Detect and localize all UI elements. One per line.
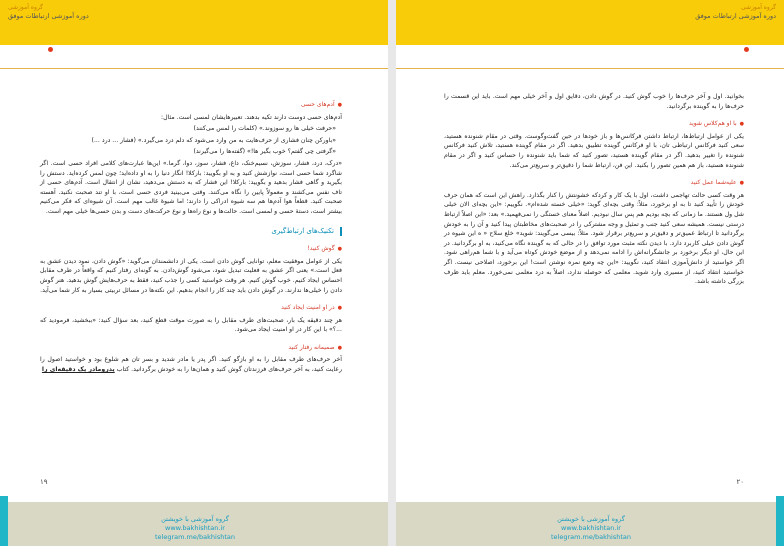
- footer-accent: [0, 496, 8, 546]
- decorative-dot: [48, 47, 53, 52]
- item-paragraph-wrap: [40, 355, 342, 374]
- intro-line: «باورکن چنان فشاری از حرف‌هایت به من وارد می‌شود که دلم درد می‌گیرد.» (فشار ... درد ...): [91, 136, 336, 144]
- item-paragraph: هر چند دقیقه یک بار، صحبت‌های طرف مقابل را به صورت موقت قطع کنید، بعد سؤال کنید: «ببخشید، فرمودید که ...؟» با این کار در او امنیت ایجاد می‌شود.: [40, 316, 342, 334]
- intro-line: «درک، درد، فشار، سوزش، نسیم‌خنک، داغ، فشار، سوز، دوا، گرما.» این‌ها عبارت‌های کلامی افراد حسی است. اگر شاگرد شما حسی است، نوازشش کنید و به او بگویید: بارکلا! انگار دنیا را به او داده‌اید؛ چون لمس کرده‌اید. دستش را بگیرید و گاهی فشار بدهید و بگویید: بارکلا! این فشار که به دستش می‌دهید، نشان از انتقال است. آدم‌های حسی از تاف نفس می‌کشند و معمولاً پایین را نگاه می‌کنند. وقتی می‌بینید فردی حسی است، با او تند صحبت نکنید. آهسته صحبت کنید. قطعاً هوا آدم‌ها هم سه شیوه ادراکی را دارند؛ اما شیوهٔ غالب مهم است. آن شیوه‌ای که فکر می‌کنیم بیشتر است، دستهٔ حسی و لمسی است. حالت‌ها و نوع راه‌ها و نوع حرکت‌های دست و بدن حسی‌ها خیلی مهم است.: [40, 159, 342, 215]
- header-subtitle: دوره آموزشی ارتباطات موفق: [695, 12, 776, 20]
- section-title: تکنیک‌های ارتباط‌گیری: [40, 227, 342, 237]
- right-content: [444, 92, 744, 289]
- item-paragraph: هر وقت کسی حالت تهاجمی داشت، اول با یک کار و کردکه خشونتش را کنار بگذارد. راهش این است که همان حرف خودش را تأیید کنید تا به او برخورد، مثلاً: وقتی بچه‌ای گوید: «خیلی خسته شده‌ام». نگوییم: «این بچه‌ای الان خیلی شل ول هستند. ما زمانی که بچه بودیم هم پس سال نبودیم. اصلاً معنای خستگی را نمی‌فهمید.» بعد: «این اصلاً ارتباط درستی نیست. همیشه سعی کنید جنب و تمثیل و وجه مشترکی را در صحبت‌های مخاطبتان پیدا کنید و آن را به خودش برگردانید تا ارتباط عمیق‌تر و دقیق‌تر و سریع‌تر برقرار شود. مثلاً: بیسی می‌گویند: شوید» خلع سلاح « ه این شیوه در گوش دادن خیلی کاربرد دارد. با دیدن نکته مثبت مورد توافق را در حالی که به گوینده نگاه می‌کنید، به او برگردانید. در این حال، او دیگر برخورد بر جانشگرانه‌اش را ادامه نمی‌دهد و از موضع خودش کوتاه می‌آید و با شما هم‌راهی شود. اگر خواستید از دانش‌آموزی انتقاد کنید، نگویید: «این چه وضع نمره‌ نوشتن است! این برخورد، اصلاحی نیست. اگر خواستید انتقاد کنید، از مسیری وارد شوید. معلمی که حوصله ندارد، اصلاً به درد معلمی نمی‌خورد. معلم باید ظرف بزرگی داشته باشد.: [444, 191, 744, 286]
- intro-subhead: ● آدم‌های حسی: [40, 100, 342, 111]
- footer-accent: [776, 496, 784, 546]
- header-subtitle: دوره آموزشی ارتباطات موفق: [8, 12, 89, 20]
- item-paragraph: یکی از عوامل ارتباط‌ها، ارتباط داشتن فرکانس‌ها و باز خودها در حین گفت‌وگوست. وقتی در مقام شنونده هستید، سعی کنید فرکانس ارتباطی تان، با او فرکانس گوینده تطبیق بدهید. اگر در مقام گوینده هستید، تلاش کنید فرکانس شنونده را تغییر بدهید. اگر در مقام گوینده هستید، تصور کنید که شما باید شنونده را حساس کنید و اگر در مقام شنونده هستید، باز هم همین تصور را بکنید. این فن، ارتباط شما را دقیق‌تر و سریع‌تر می‌کند.: [444, 132, 744, 169]
- item-subhead: ● با او هم‌کلاس شوید: [444, 119, 744, 130]
- item-subhead: ● در او امنیت ایجاد کنید: [40, 303, 342, 314]
- book-title: پدرومادر یک دقیقه‌ای را: [41, 366, 115, 374]
- intro-line: آدم‌های حسی دوست دارند تکیه بدهند. تعبیرهایشان لمسی است. مثال:: [161, 113, 342, 121]
- intro-line: «گرفتی چی گفتم؟ خوب بگیر ها!» (گفته‌ها را می‌گیرند): [193, 148, 336, 156]
- header-tag: [8, 3, 89, 21]
- page-number: ۲۰: [736, 478, 744, 486]
- right-page: [396, 0, 784, 546]
- page-gutter: [388, 0, 396, 546]
- item-paragraph: آخر حرف‌های طرف مقابل را به او بازگو کنید. اگر پدر یا مادر شدید و بسر تان هم شلوغ بود و خواستید اصول را رعایت کنید، به آخر حرف‌های فرزندتان گوش کنید و همان‌ها را به خودش برگردانید. کتاب: [40, 356, 342, 374]
- item-paragraph: یکی از عوامل موفقیت معلم، توانایی گوش دادن است. یکی از دانشمندان می‌گوید: «گوش دادن، نمود دیدن عشق به فعل است.» یعنی اگر عشق به فعلیت تبدیل شود، می‌شود گوش‌دادن. به گونه‌ای رفتار کنیم که واقعاً در طرف مقابل احساس ایجاد کنیم. خوب گوش کنیم. هر وقت خواستید کسی را جذب کنید، فقط به حرف‌هایش گوش بدهید. هنر گوش دادن را خیلی‌ها ندارند. در گوش دادن باید چند کار را انجام بدهیم. این نکته‌ها در مسائل تربیتی بسیار به کار شما می‌آید.: [40, 257, 342, 294]
- footer-text: [120, 515, 270, 542]
- footer-website[interactable]: www.bakhishtan.ir: [165, 524, 225, 532]
- item-subhead: ● صمیمانه رفتار کنید: [40, 343, 342, 354]
- footer-telegram[interactable]: telegram.me/bakhishtan: [550, 533, 631, 541]
- item-subhead: ● گوش کنید!: [40, 244, 342, 255]
- header-tag: [695, 3, 776, 21]
- footer-text: [516, 515, 666, 542]
- header-brand: گروه آموزشی: [740, 4, 776, 11]
- left-content: [40, 92, 342, 377]
- item-subhead: ● علیه‌شما عمل کنید: [444, 178, 744, 189]
- footer-line: گروه آموزشی با خویشتن: [557, 515, 625, 523]
- header-band: [396, 45, 784, 69]
- footer-line: گروه آموزشی با خویشتن: [161, 515, 229, 523]
- header-brand: گروه آموزشی: [8, 4, 44, 11]
- decorative-dot: [744, 47, 749, 52]
- page-number: ۱۹: [40, 478, 48, 486]
- header-band: [0, 45, 388, 69]
- footer-website[interactable]: www.bakhishtan.ir: [561, 524, 621, 532]
- left-page: [0, 0, 388, 546]
- opening-paragraph: بخوانید. اول و آخر حرف‌ها را خوب گوش کنید. در گوش دادن، دقایق اول و آخر خیلی مهم است. باید این قسمت را حرف‌ها را به گوینده برگردانید.: [444, 93, 744, 110]
- intro-line: «حرفت خیلی ها رو سوزوند.» (کلمات را لمس می‌کنند): [193, 125, 336, 133]
- footer-telegram[interactable]: telegram.me/bakhishtan: [154, 533, 235, 541]
